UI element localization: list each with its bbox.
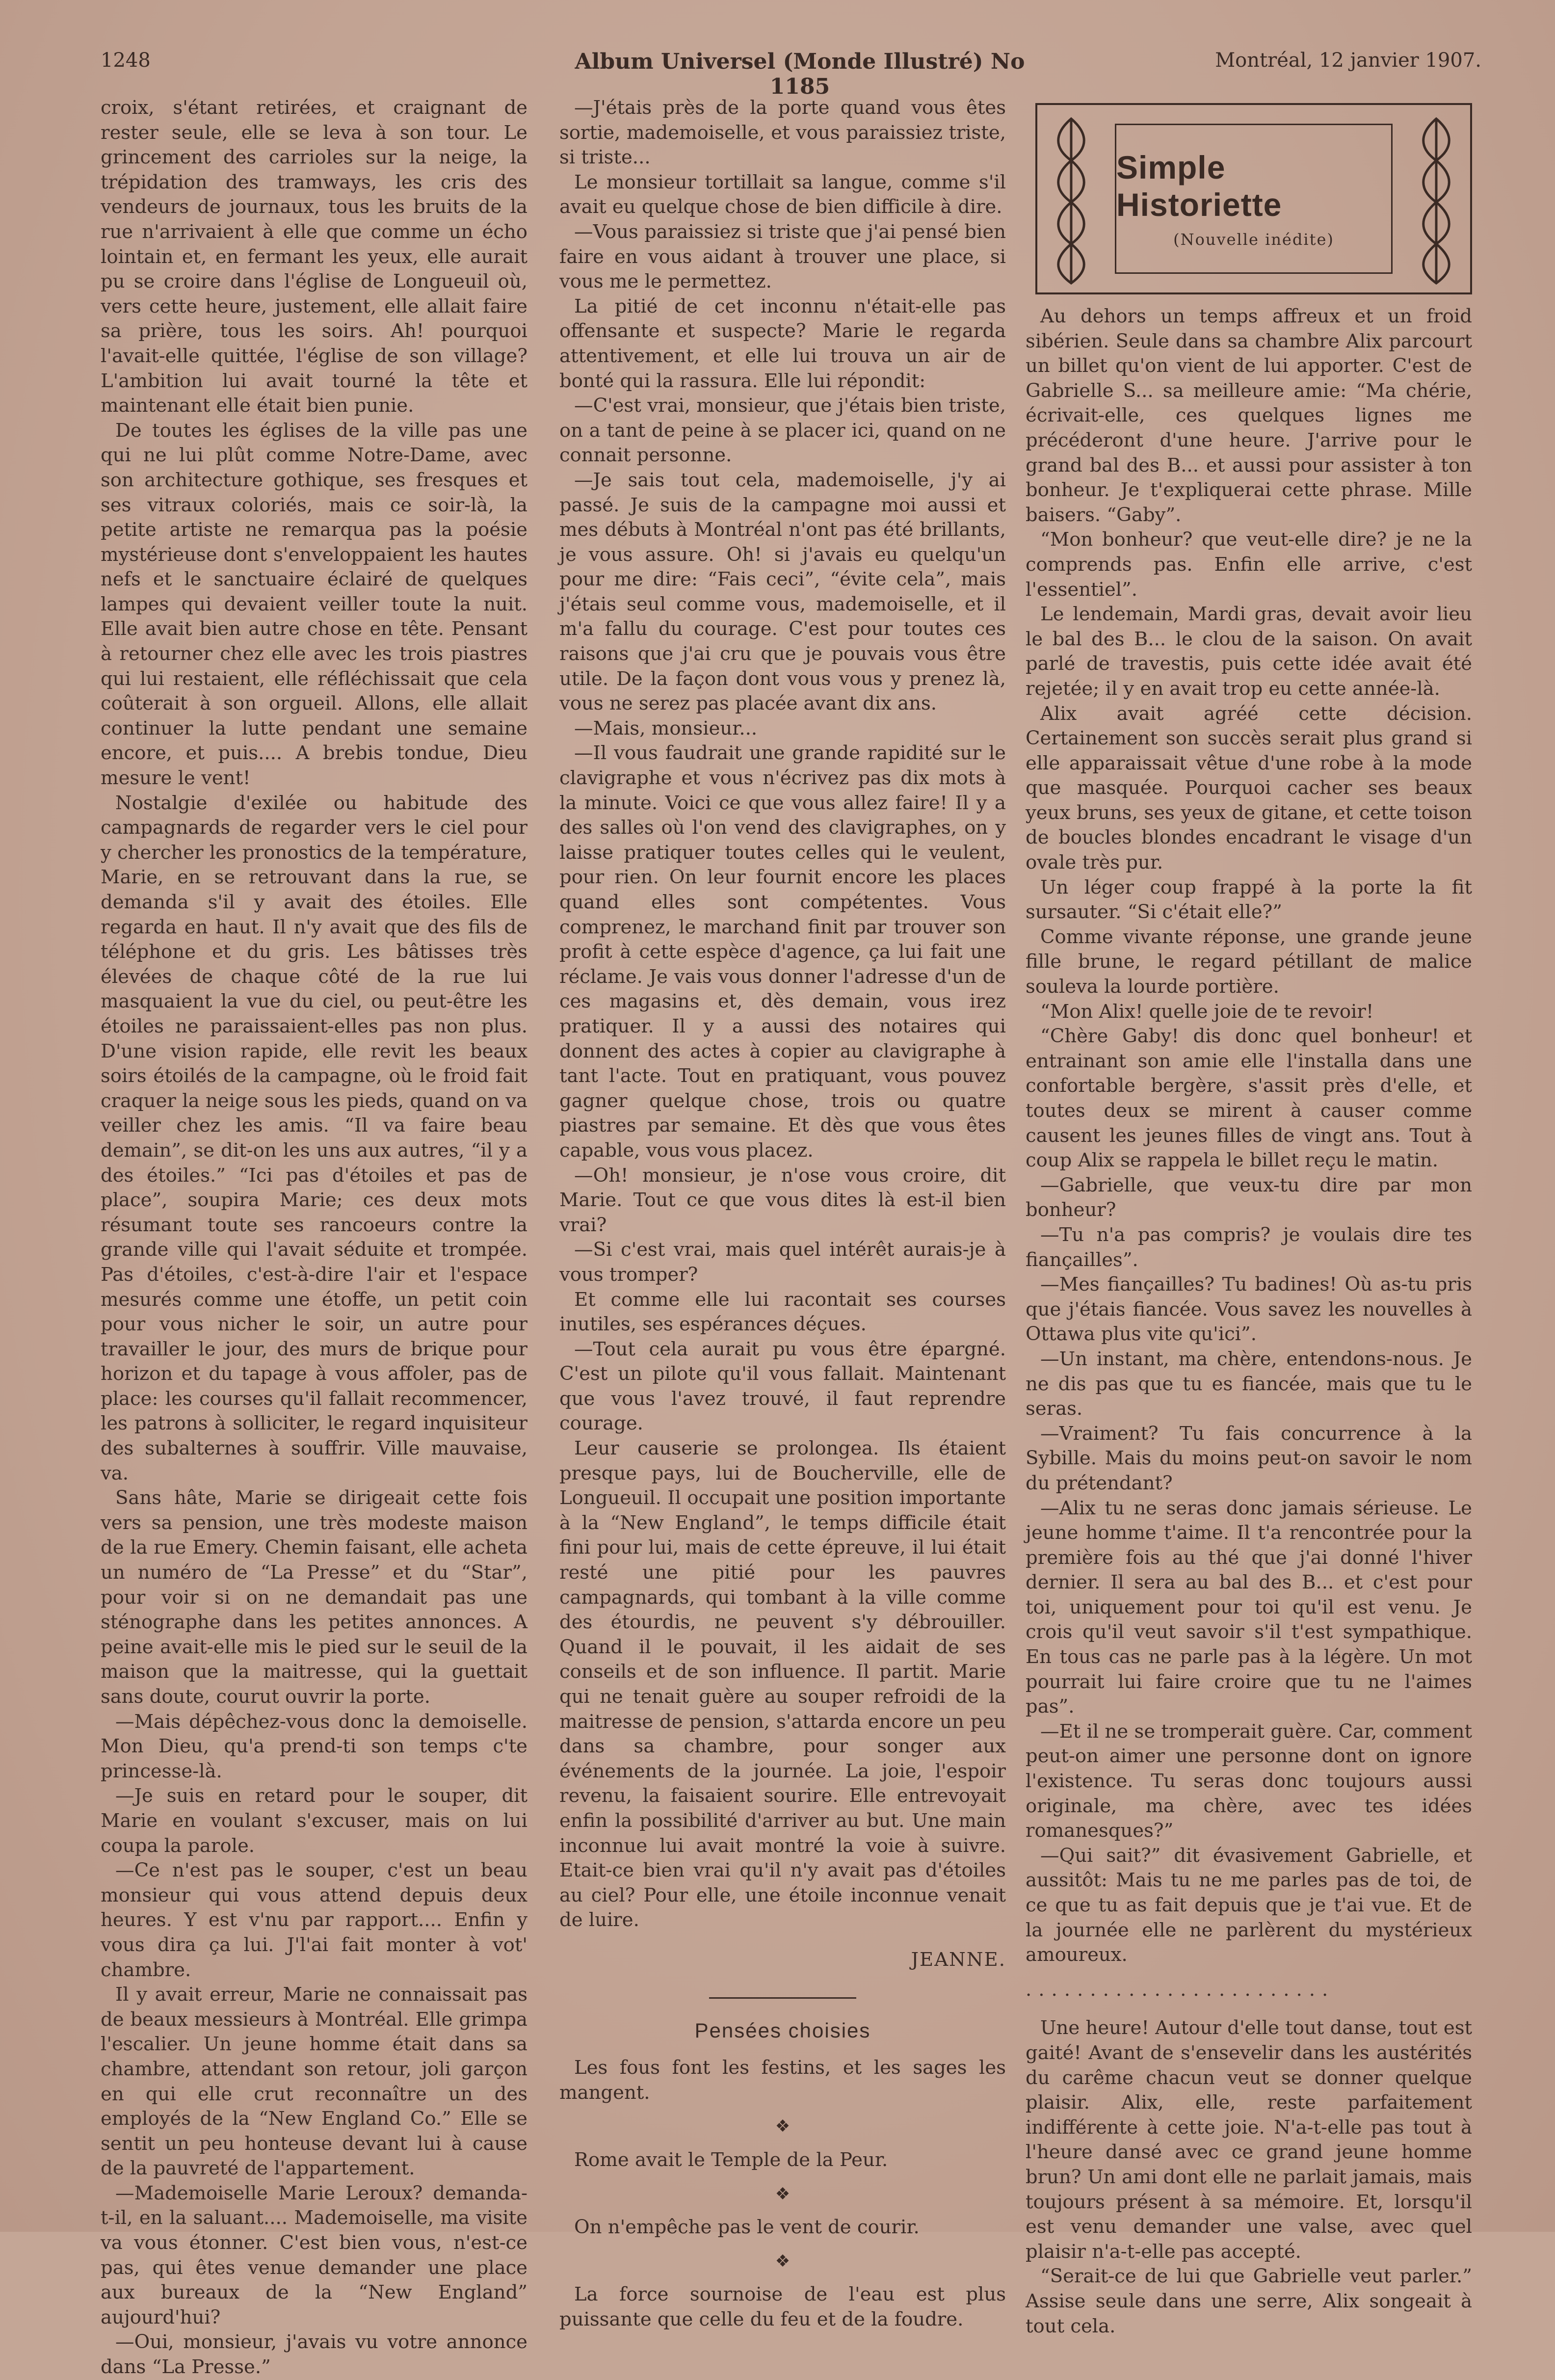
paragraph: La pitié de cet inconnu n'était-elle pas offensante et suspecte? Marie le regarda attentivement, et elle lui trouva un air de bonté qui la rassura. Elle lui répondit: <box>559 295 1006 392</box>
paragraph: “Serait-ce de lui que Gabrielle veut parler.” Assise seule dans une serre, Alix songeait à tout cela. <box>1026 2265 1472 2337</box>
paragraph: Leur causerie se prolongea. Ils étaient presque pays, lui de Boucherville, elle de Longueuil. Il occupait une position importante à la “New England”, le temps difficile était fini pour lui, mais de cette épreuve, il lui était resté une pitié pour les pauvres campagnards, qui tombant à la ville comme des étourdis, ne peuvent s'y débrouiller. Quand il le pouvait, il les aidait de ses conseils et de son influence. Il partit. Marie qui ne tenait guère au souper refroidi de la maitresse de pension, s'attarda encore un peu dans sa chambre, pour songer aux événements de la journée. La joie, l'espoir revenu, la faisaient sourire. Elle entrevoyait enfin la possibilité d'arriver au but. Une main inconnue lui avait montré la voie à suivre. Etait-ce bien vrai qu'il n'y avait pas d'étoiles au ciel? Pour elle, une étoile inconnue venait de luire. <box>559 1437 1006 1931</box>
paragraph: Le monsieur tortillait sa langue, comme s'il avait eu quelque chose de bien difficile à dire. <box>559 171 1006 218</box>
paragraph: croix, s'étant retirées, et craignant de rester seule, elle se leva à son tour. Le grincement des carrioles sur la neige, la trépidation des tramways, les cris des vendeurs de journaux, tous les bruits de la rue n'arrivaient à elle que comme un écho lointain et, en fermant les yeux, elle aurait pu se croire dans l'église de Longueuil où, vers cette heure, justement, elle allait faire sa prière, tous les soirs. Ah! pourquoi l'avait-elle quittée, l'église de son village? L'ambition lui avait tourné la tête et maintenant elle était bien punie. <box>101 97 527 417</box>
title-frame <box>1115 124 1393 274</box>
heart-scroll-ornament-icon <box>1409 114 1463 286</box>
paragraph: Comme vivante réponse, une grande jeune fille brune, le regard pétillant de malice souleva la lourde portière. <box>1026 926 1472 998</box>
section-divider <box>709 1997 856 1999</box>
thought-item: On n'empêche pas le vent de courir. <box>574 2216 920 2239</box>
paragraph: —Vous paraissiez si triste que j'ai pensé bien faire en vous aidant à trouver une place, si vous me le permettez. <box>559 220 1006 293</box>
paragraph: —Mes fiançailles? Tu badines! Où as-tu pris que j'étais fiancée. Vous savez les nouvelles à Ottawa plus vite qu'ici”. <box>1026 1273 1472 1346</box>
paragraph: —Il vous faudrait une grande rapidité sur le clavigraphe et vous n'écrivez pas dix mots à la minute. Voici ce que vous allez faire! Il y a des salles où l'on vend des clavigraphes, on y laisse pratiquer toutes celles qui le veulent, pour rien. On leur fournit encore les places quand elles sont compétentes. Vous comprenez, le marchand finit par trouver son profit à cette espèce d'agence, ça lui fait une réclame. Je vais vous donner l'adresse d'un de ces magasins et, dès demain, vous irez pratiquer. Il y a aussi des notaires qui donnent des actes à copier au clavigraphe à tant l'acte. Tout en pratiquant, vous pouvez gagner quelque chose, trois ou quatre piastres par semaine. Et dès que vous êtes capable, vous vous placez. <box>559 742 1006 1162</box>
paragraph: —Oui, monsieur, j'avais vu votre annonce dans “La Presse.” <box>101 2331 527 2379</box>
paragraph: —Si c'est vrai, mais quel intérêt aurais-je à vous tromper? <box>559 1239 1006 1286</box>
paragraph: Nostalgie d'exilée ou habitude des campagnards de regarder vers le ciel pour y chercher les pronostics de la température, Marie, en se retrouvant dans la rue, se demanda s'il y avait des étoiles. Elle regarda en haut. Il n'y avait que des fils de téléphone et du gris. Les bâtisses très élevées de chaque côté de la rue lui masquaient la vue du ciel, ou peut-être les étoiles ne paraissaient-elles pas non plus. D'une vision rapide, elle revit les beaux soirs étoilés de la campagne, où le froid fait craquer la neige sous les pieds, quand on va veiller chez les amis. “Il va faire beau demain”, se dit-on les uns aux autres, “il y a des étoiles.” “Ici pas d'étoiles et pas de place”, soupira Marie; ces deux mots résumant toute ses rancoeurs contre la grande ville qui l'avait séduite et trompée. Pas d'étoiles, c'est-à-dire l'air et l'espace mesurés comme une étoffe, un petit coin pour vous nicher le soir, un autre pour travailler le jour, des murs de brique pour horizon et du tapage à vous affoler, pas de place: les courses qu'il fallait recommencer, les patrons à solliciter, le regard inquisiteur des subalternes à souffrir. Ville mauvaise, va. <box>101 792 527 1484</box>
paragraph: “Mon bonheur? que veut-elle dire? je ne la comprends pas. Enfin elle arrive, c'est l'essentiel”. <box>1026 529 1472 601</box>
dateline: Montréal, 12 janvier 1907. <box>1215 49 1481 72</box>
paragraph: De toutes les églises de la ville pas une qui ne lui plût comme Notre-Dame, avec son architecture gothique, ses fresques et ses vitraux coloriés, mais ce soir-là, la petite artiste ne remarqua pas la poésie mystérieuse dont s'enveloppaient les hautes nefs et le sanctuaire éclairé de quelques lampes qui devaient veiller toute la nuit. Elle avait bien autre chose en tête. Pensant à retourner chez elle avec les trois piastres qui lui restaient, elle réfléchissait que cela coûterait à son orgueil. Allons, elle allait continuer la lutte pendant une semaine encore, et puis.... A brebis tondue, Dieu mesure le vent! <box>101 419 527 790</box>
paragraph: —Je sais tout cela, mademoiselle, j'y ai passé. Je suis de la campagne moi aussi et mes débuts à Montréal n'ont pas été brillants, je vous assure. Oh! si j'avais eu quelqu'un pour me dire: “Fais ceci”, “évite cela”, mais j'étais seul comme vous, mademoiselle, et il m'a fallu du courage. C'est pour toutes ces raisons que j'ai cru que je pouvais vous être utile. De la façon dont vous vous y prenez là, vous ne serez pas placée avant dix ans. <box>559 469 1006 715</box>
paragraph: Le lendemain, Mardi gras, devait avoir lieu le bal des B... le clou de la saison. On avait parlé de travestis, puis cette idée avait été rejetée; il y en avait trop eu cette année-là. <box>1026 603 1472 700</box>
paragraph: —Ce n'est pas le souper, c'est un beau monsieur qui vous attend depuis deux heures. Y est v'nu par rapport.... Enfin y vous dira ça lui. J'l'ai fait monter à vot' chambre. <box>101 1859 527 1981</box>
paragraph: —C'est vrai, monsieur, que j'étais bien triste, on a tant de peine à se placer ici, quand on ne connait personne. <box>559 395 1006 467</box>
diamond-ornament-icon: ❖ <box>775 2116 791 2137</box>
thought-item: Rome avait le Temple de la Peur. <box>574 2148 888 2171</box>
page-number: 1248 <box>101 49 151 72</box>
story-signature: JEANNE. <box>911 1948 1006 1971</box>
column-middle <box>559 96 1006 2330</box>
paragraph: —Un instant, ma chère, entendons-nous. Je ne dis pas que tu es fiancée, mais que tu le seras. <box>1026 1348 1472 1420</box>
paragraph: Au dehors un temps affreux et un froid sibérien. Seule dans sa chambre Alix parcourt un billet qu'on vient de lui apporter. C'est de Gabrielle S... sa meilleure amie: “Ma chérie, écrivait-elle, ces quelques lignes me précéderont d'une heure. J'arrive pour le grand bal des B... et aussi pour assister à ton bonheur. Je t'expliquerai cette phrase. Mille baisers. “Gaby”. <box>1026 305 1472 526</box>
column-right <box>1026 304 1472 2337</box>
paragraph: —Je suis en retard pour le souper, dit Marie en voulant s'excuser, mais on lui coupa la parole. <box>101 1785 527 1857</box>
scene-break-dots: ........................ <box>1026 1978 1335 2001</box>
paragraph: Il y avait erreur, Marie ne connaissait pas de beaux messieurs à Montréal. Elle grimpa l'escalier. Un jeune homme était dans sa chambre, attendant son retour, joli garçon en qui elle crut reconnaître un des employés de la “New England Co.” Elle se sentit un peu honteuse devant lui à cause de la pauvreté de l'appartement. <box>101 1983 527 2180</box>
paragraph: —Tu n'a pas compris? je voulais dire tes fiançailles”. <box>1026 1223 1472 1271</box>
paragraph: Une heure! Autour d'elle tout danse, tout est gaité! Avant de s'ensevelir dans les austérités du carême chacun veut se donner quelque plaisir. Alix, elle, reste parfaitement indifférente à cette joie. N'a-t-elle pas tout à l'heure dansé avec ce grand jeune homme brun? Un ami dont elle ne parlait jamais, mais toujours présent à sa mémoire. Et, lorsqu'il est venu demander une valse, avec quel plaisir n'a-t-elle pas accepté. <box>1026 2017 1472 2263</box>
paragraph: —Et il ne se tromperait guère. Car, comment peut-on aimer une personne dont on ignore l'existence. Tu seras donc toujours aussi originale, ma chère, avec tes idées romanesques?” <box>1026 1720 1472 1842</box>
paragraph: —Mademoiselle Marie Leroux? demanda-t-il, en la saluant.... Mademoiselle, ma visite va vous étonner. C'est bien vous, n'est-ce pas, qui êtes venue demander une place aux bureaux de la “New England” aujourd'hui? <box>101 2182 527 2328</box>
story-title-box <box>1035 103 1472 294</box>
paragraph: Alix avait agréé cette décision. Certainement son succès serait plus grand si elle apparaissait vêtue d'une robe à la mode que masquée. Pourquoi cacher ses beaux yeux bruns, ses yeux de gitane, et cette toison de boucles blondes encadrant le visage d'un ovale très pur. <box>1026 702 1472 874</box>
paragraph: —J'étais près de la porte quand vous êtes sortie, mademoiselle, et vous paraissiez triste, si triste... <box>559 97 1006 169</box>
paragraph: —Mais dépêchez-vous donc la demoiselle. Mon Dieu, qu'a prend-ti son temps c'te princesse-là. <box>101 1710 527 1782</box>
diamond-ornament-icon: ❖ <box>775 2251 791 2271</box>
paragraph: Un léger coup frappé à la porte la fit sursauter. “Si c'était elle?” <box>1026 876 1472 924</box>
paragraph: —Tout cela aurait pu vous être épargné. C'est un pilote qu'il vous fallait. Maintenant que vous l'avez trouvé, il faut reprendre courage. <box>559 1338 1006 1435</box>
paragraph: —Alix tu ne seras donc jamais sérieuse. Le jeune homme t'aime. Il t'a rencontrée pour la première fois au thé que j'ai donné l'hiver dernier. Il sera au bal des B... et c'est pour toi, uniquement pour toi qu'il est venu. Je crois qu'il veut savoir s'il t'est sympathique. En tous cas ne parle pas à la légère. Un mot pourrait lui faire croire que tu ne l'aimes pas”. <box>1026 1497 1472 1718</box>
publication-title: Album Universel (Monde Illustré) No 1185 <box>575 49 1025 99</box>
paragraph: —Oh! monsieur, je n'ose vous croire, dit Marie. Tout ce que vous dites là est-il bien vrai? <box>559 1164 1006 1236</box>
paragraph: “Mon Alix! quelle joie de te revoir! <box>1040 1000 1374 1023</box>
paragraph: —Mais, monsieur... <box>574 717 758 740</box>
story-title: Simple Historiette <box>1116 149 1282 223</box>
diamond-ornament-icon: ❖ <box>775 2184 791 2204</box>
paragraph: Et comme elle lui racontait ses courses inutiles, ses espérances déçues. <box>559 1288 1006 1336</box>
heart-scroll-ornament-icon <box>1044 114 1098 286</box>
paragraph: Sans hâte, Marie se dirigeait cette fois vers sa pension, une très modeste maison de la rue Emery. Chemin faisant, elle acheta un numéro de “La Presse” et du “Star”, pour voir si on ne demandait pas une sténographe dans les petites annonces. A peine avait-elle mis le pied sur le seuil de la maison que la maitresse, qui la guettait sans doute, courut ouvrir la porte. <box>101 1487 527 1708</box>
column-left <box>101 96 527 2379</box>
thought-item: Les fous font les festins, et les sages les mangent. <box>559 2057 1006 2104</box>
paragraph: “Chère Gaby! dis donc quel bonheur! et entrainant son amie elle l'installa dans une confortable bergère, s'assit près d'elle, et toutes deux se mirent à causer comme causent les jeunes filles de vingt ans. Tout à coup Alix se rappela le billet reçu le matin. <box>1026 1025 1472 1172</box>
thought-item: La force sournoise de l'eau est plus puissante que celle du feu et de la foudre. <box>559 2283 1006 2330</box>
paragraph: —Vraiment? Tu fais concurrence à la Sybille. Mais du moins peut-on savoir le nom du prétendant? <box>1026 1422 1472 1494</box>
story-subtitle: (Nouvelle inédite) <box>1173 230 1334 249</box>
pensees-heading: Pensées choisies <box>694 2018 871 2042</box>
paragraph: —Qui sait?” dit évasivement Gabrielle, et aussitôt: Mais tu ne me parles pas de toi, de ce que tu as fait depuis que je t'ai vue. Et de la journée elle ne parlèrent du mystérieux amoureux. <box>1026 1844 1472 1966</box>
paragraph: —Gabrielle, que veux-tu dire par mon bonheur? <box>1026 1174 1472 1221</box>
